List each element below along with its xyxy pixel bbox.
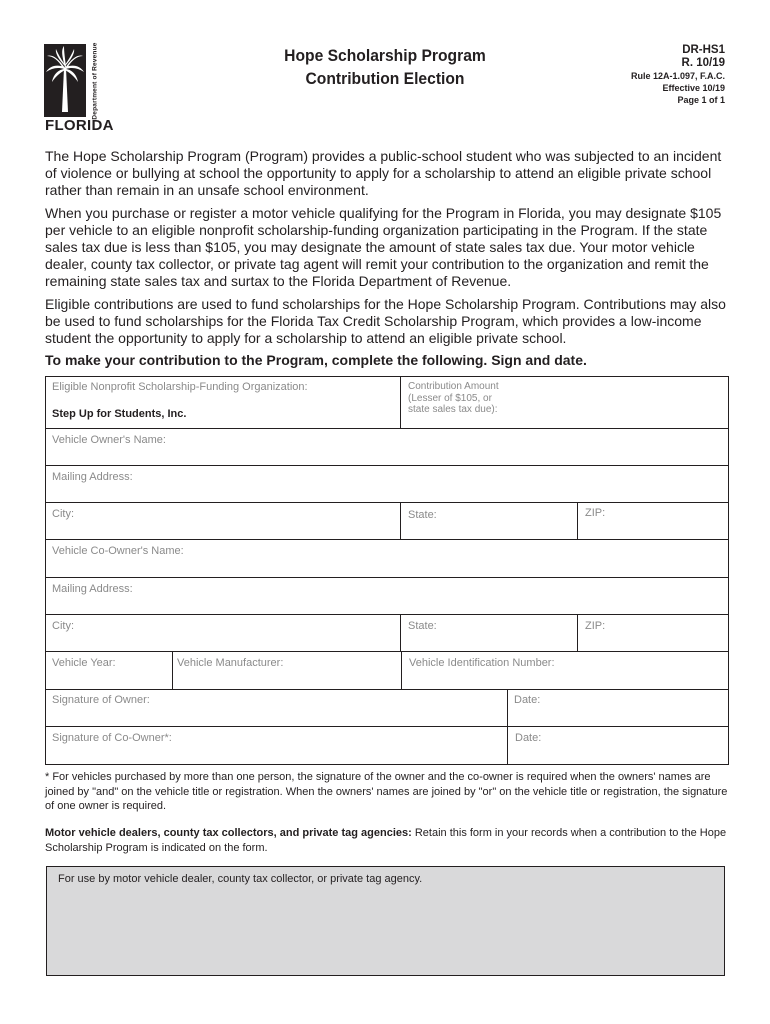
coowner-footnote: * For vehicles purchased by more than one person, the signature of the owner and the co-owner is required when the owners' names are joined by "and" on the vehicle title or registration. When the owners' names are joined by "or" on the vehicle title or registration, the signature of one owner is required.: [45, 771, 728, 813]
coowner-mailing-address-field[interactable]: [45, 577, 729, 615]
intro-paragraph-3: Eligible contributions are used to fund scholarships for the Hope Scholarship Program. Contributions may also be used to fund scholarships for the Florida Tax Credit Scholarship Program, which provides a low-income student the opportunity to apply for a scholarship to attend an eligible private school.: [45, 295, 726, 347]
vehicle-manufacturer-label: Vehicle Manufacturer:: [177, 657, 284, 669]
coowner-zip-field[interactable]: [577, 614, 729, 652]
coowner-date-label: Date:: [515, 732, 542, 744]
title-line-1: Hope Scholarship Program: [284, 46, 486, 65]
owner-name-field[interactable]: [45, 428, 729, 466]
owner-date-label: Date:: [514, 694, 541, 706]
coowner-signature-field[interactable]: [45, 726, 508, 765]
intro-section: [45, 148, 735, 374]
owner-name-label: Vehicle Owner's Name:: [52, 434, 166, 446]
coowner-city-label: City:: [52, 620, 74, 632]
vehicle-manufacturer-field[interactable]: [172, 651, 402, 690]
coowner-name-field[interactable]: [45, 539, 729, 578]
office-use-label: For use by motor vehicle dealer, county tax collector, or private tag agency.: [58, 873, 423, 885]
department-label: Department of Revenue: [91, 41, 99, 120]
vin-field[interactable]: [401, 651, 729, 690]
intro-paragraph-2: When you purchase or register a motor vehicle qualifying for the Program in Florida, you may designate $105 per vehicle to an eligible nonprofit scholarship-funding organization participating in the Program. If the state sales tax due is less than $105, you may designate the amount of state sales tax due. Your motor vehicle dealer, county tax collector, or private tag agent will remit your contribution to the organization and remit the remaining state sales tax and surtax to the Florida Department of Revenue.: [45, 204, 722, 290]
coowner-date-field[interactable]: [507, 726, 729, 765]
owner-zip-label: ZIP:: [585, 507, 606, 519]
coowner-state-field[interactable]: [400, 614, 578, 652]
coowner-zip-label: ZIP:: [585, 620, 606, 632]
instruction-text: To make your contribution to the Program, complete the following. Sign and date.: [45, 352, 587, 369]
title-line-2: Contribution Election: [305, 69, 465, 88]
form-title: [242, 44, 527, 90]
coowner-signature-label: Signature of Co-Owner*:: [52, 732, 172, 744]
amount-label-2: (Lesser of $105, or: [408, 392, 492, 404]
owner-city-field[interactable]: [45, 502, 401, 540]
organization-value: Step Up for Students, Inc.: [52, 408, 187, 420]
coowner-state-label: State:: [408, 620, 437, 632]
dealer-instructions-heading: Motor vehicle dealers, county tax collectors, and private tag agencies:: [45, 827, 412, 839]
owner-date-field[interactable]: [507, 689, 729, 727]
coowner-city-field[interactable]: [45, 614, 401, 652]
organization-label: Eligible Nonprofit Scholarship-Funding Organization:: [52, 381, 308, 393]
form-number: DR-HS1: [682, 44, 725, 56]
form-rule: Rule 12A-1.097, F.A.C.: [630, 71, 725, 81]
coowner-name-label: Vehicle Co-Owner's Name:: [52, 545, 184, 557]
vehicle-year-field[interactable]: [45, 651, 173, 690]
dealer-instructions: [45, 826, 735, 855]
form-identifiers: [631, 44, 725, 106]
owner-state-field[interactable]: [400, 502, 578, 540]
vehicle-year-label: Vehicle Year:: [52, 657, 116, 669]
owner-signature-field[interactable]: [45, 689, 508, 727]
owner-city-label: City:: [52, 508, 74, 520]
form-revision: R. 10/19: [681, 57, 725, 69]
vin-label: Vehicle Identification Number:: [409, 657, 555, 669]
form-page: Page 1 of 1: [677, 95, 725, 105]
owner-mailing-address-label: Mailing Address:: [52, 471, 133, 483]
amount-label-3: state sales tax due):: [408, 404, 498, 415]
owner-zip-field[interactable]: [577, 502, 729, 540]
dealer-instructions-text: Retain this form in your records when a contribution to the Hope Scholarship Program is indicated on the form.: [45, 827, 727, 854]
coowner-mailing-address-label: Mailing Address:: [52, 583, 133, 595]
owner-mailing-address-field[interactable]: [45, 465, 729, 503]
owner-signature-label: Signature of Owner:: [52, 694, 150, 706]
owner-state-label: State:: [408, 509, 437, 521]
form-effective: Effective 10/19: [662, 83, 725, 93]
office-use-box[interactable]: [46, 866, 725, 976]
palm-tree-icon: [44, 44, 86, 117]
amount-label-1: Contribution Amount: [408, 381, 499, 392]
organization-field[interactable]: [45, 376, 401, 429]
logo-state-name: FLORIDA: [45, 117, 114, 134]
contribution-amount-field[interactable]: [400, 376, 729, 429]
intro-paragraph-1: The Hope Scholarship Program (Program) provides a public-school student who was subjected to an incident of violence or bullying at school the opportunity to apply for a scholarship to attend an eligible private school rather than remain in an unsafe school environment.: [45, 148, 722, 199]
